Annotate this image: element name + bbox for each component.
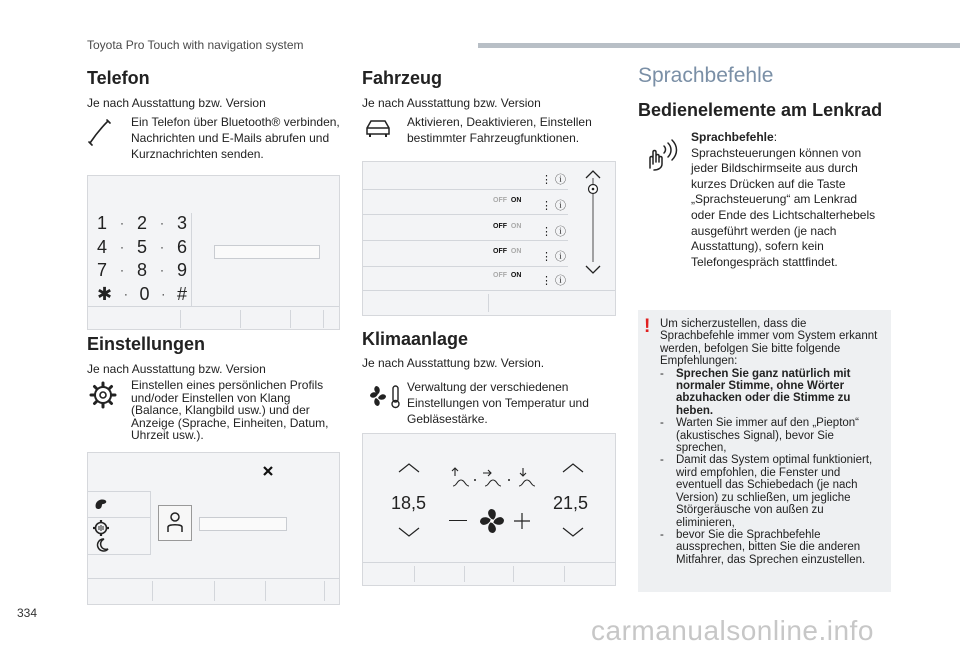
scrollbar[interactable] — [583, 164, 603, 279]
klimaanlage-desc-line: Gebläsestärke. — [407, 412, 488, 426]
telefon-subtitle: Je nach Ausstattung bzw. Version — [87, 96, 266, 110]
temp-left-down-icon[interactable] — [397, 526, 421, 538]
telefon-number-field[interactable] — [214, 245, 320, 259]
sound-settings-icon[interactable] — [92, 519, 110, 537]
key-1: 1 — [97, 213, 108, 233]
key-separator: · — [120, 263, 124, 277]
sprachbefehle-desc-line: kurzes Drücken auf die Taste — [691, 176, 846, 191]
toggle-switch[interactable] — [493, 197, 521, 204]
key-separator: · — [161, 286, 166, 301]
key-5: 5 — [136, 236, 147, 257]
sprachbefehle-desc-line: Ausstattung), sofern kein — [691, 239, 824, 254]
close-icon[interactable] — [262, 465, 274, 477]
telefon-desc-line: Ein Telefon über Bluetooth® verbinden, — [131, 115, 340, 129]
fan-minus-icon[interactable] — [449, 520, 467, 521]
key-7: 7 — [97, 260, 108, 280]
toggle-on-label: ON — [510, 248, 522, 255]
sprachbefehle-desc-line: jeder Bildschirmseite aus durch — [691, 161, 858, 176]
klimaanlage-title: Klimaanlage — [362, 329, 469, 349]
toggle-on-label: ON — [510, 272, 522, 279]
warning-list-item: - Sprechen Sie ganz natürlich mit normaler Stimme, ohne Wörter abzuhacken oder die Stimme zu heben. — [660, 367, 851, 417]
telefon-description — [131, 114, 340, 162]
warning-text — [660, 318, 888, 566]
temp-left-value: 18,5 — [391, 493, 427, 513]
sprachbefehle-desc-line: Telefongespräch stattfindet. — [691, 254, 838, 269]
key-2: 2 — [136, 213, 147, 233]
sprachbefehle-desc-line: ausgeführt werden (je nach — [691, 223, 837, 238]
header-bar — [478, 43, 960, 48]
sprachbefehle-desc-line: Sprachsteuerungen können von — [691, 145, 862, 160]
info-icon[interactable]: ⋮ ⓘ — [541, 226, 567, 238]
info-icon[interactable]: ⋮ ⓘ — [541, 251, 567, 263]
key-separator: · — [159, 263, 164, 277]
page-number: 334 — [17, 606, 38, 620]
einstellungen-desc-line: Einstellen eines persönlichen Profils — [131, 378, 324, 392]
key-separator: · — [159, 239, 164, 254]
warning-intro-line: Sprachbefehle immer vom System erkannt — [660, 330, 878, 343]
warning-box — [638, 310, 891, 592]
gear-icon — [89, 381, 117, 409]
telefon-desc-line: Nachrichten und E-Mails abrufen und — [131, 131, 330, 145]
key-9: 9 — [176, 260, 187, 280]
toggle-on-label: ON — [510, 223, 522, 230]
toggle-off-label: OFF — [493, 223, 507, 230]
telefon-title: Telefon — [87, 68, 150, 88]
einstellungen-subtitle: Je nach Ausstattung bzw. Version — [87, 362, 266, 376]
key-separator: · — [159, 216, 164, 230]
toggle-switch[interactable] — [493, 272, 521, 279]
sprachbefehle-label: Sprachbefehle — [691, 130, 774, 144]
phone-icon — [86, 117, 114, 147]
einstellungen-title: Einstellungen — [87, 334, 206, 354]
einstellungen-desc-line: und/oder Einstellen von Klang — [131, 390, 291, 405]
toggle-switch[interactable] — [493, 248, 521, 255]
temp-right-value: 21,5 — [553, 493, 589, 513]
lenkrad-section-title: Bedienelemente am Lenkrad — [638, 100, 883, 120]
key-6: 6 — [176, 236, 187, 257]
moon-icon[interactable] — [94, 537, 110, 553]
klimaanlage-desc-line: Verwaltung der verschiedenen — [407, 380, 569, 394]
keypad[interactable] — [97, 212, 187, 306]
key-star: ✱ — [97, 283, 113, 304]
sprachbefehle-title: Sprachbefehle — [638, 64, 774, 87]
klimaanlage-desc-line: Einstellungen von Temperatur und — [407, 396, 589, 410]
profile-name-field[interactable] — [199, 517, 287, 531]
fahrzeug-desc-line: Aktivieren, Deaktivieren, Einstellen — [407, 115, 592, 129]
info-icon[interactable]: ⋮ ⓘ — [541, 174, 567, 186]
warning-icon: ! — [644, 316, 651, 337]
toggle-on-label: ON — [510, 197, 522, 204]
einstellungen-desc-line: (Balance, Klangbild usw.) und der — [131, 403, 310, 417]
key-3: 3 — [176, 213, 187, 233]
toggle-off-label: OFF — [493, 272, 507, 279]
person-icon — [159, 506, 191, 540]
fahrzeug-subtitle: Je nach Ausstattung bzw. Version — [362, 96, 541, 110]
key-separator: · — [123, 286, 128, 301]
einstellungen-description — [131, 379, 328, 442]
toggle-off-label: OFF — [493, 197, 507, 204]
warning-list-item: - bevor Sie die Sprachbefehle aussprechen, bitten Sie die anderen Mitfahrer, das Sprechen einzustellen. — [660, 528, 866, 566]
fahrzeug-description — [407, 114, 592, 146]
warning-list-item: - Damit das System optimal funktioniert, wird empfohlen, die Fenster und eventuell das Schiebedach (je nach Version) zu schließen, um jegliche Störgeräusche von außen zu eliminieren, — [660, 454, 873, 529]
palette-icon[interactable] — [93, 496, 109, 512]
running-header: Toyota Pro Touch with navigation system — [87, 38, 304, 52]
car-icon — [364, 116, 392, 138]
info-icon[interactable]: ⋮ ⓘ — [541, 275, 567, 287]
voice-command-icon — [642, 138, 680, 172]
key-separator: · — [120, 239, 124, 254]
einstellungen-desc-line: Uhrzeit usw.). — [131, 428, 204, 442]
warning-intro-line: Empfehlungen: — [660, 355, 738, 368]
warning-intro-line: werden, befolgen Sie bitte folgende — [660, 342, 841, 355]
key-hash: # — [176, 283, 187, 304]
telefon-desc-line: Kurznachrichten senden. — [131, 147, 264, 161]
air-distribution-icons[interactable] — [449, 464, 543, 492]
fahrzeug-screen — [362, 161, 616, 316]
temp-right-up-icon[interactable] — [561, 462, 585, 474]
klimaanlage-description — [407, 379, 589, 427]
einstellungen-desc-line: Anzeige (Sprache, Einheiten, Datum, — [131, 415, 329, 430]
klimaanlage-subtitle: Je nach Ausstattung bzw. Version. — [362, 356, 545, 370]
warning-list-item: - Warten Sie immer auf den „Piepton“ (akustisches Signal), bevor Sie sprechen, — [660, 417, 860, 455]
key-8: 8 — [136, 260, 147, 280]
klimaanlage-screen — [362, 433, 616, 586]
watermark: carmanualsonline.info — [591, 615, 874, 646]
key-0: 0 — [139, 283, 150, 304]
fahrzeug-title: Fahrzeug — [362, 68, 443, 88]
fan-icon — [477, 506, 507, 536]
fan-thermometer-icon — [366, 382, 406, 410]
profile-button[interactable] — [158, 505, 192, 541]
sprachbefehle-desc-line: oder Ende des Lichtschalterhebels — [691, 207, 876, 222]
temp-left-up-icon[interactable] — [397, 462, 421, 474]
fan-plus-icon[interactable] — [513, 512, 531, 530]
temp-right-down-icon[interactable] — [561, 526, 585, 538]
sprachbefehle-description: Sprachbefehle: Sprachsteuerungen können von jeder Bildschirmseite aus durch kurzes Drücken auf die Taste „Sprachsteuerung“ am Lenkrad oder Ende des Lichtschalterhebels ausgeführt werden (je nach Ausstattung), sofern kein Telefongespräch stattfindet. — [691, 130, 876, 269]
sprachbefehle-desc-line: „Sprachsteuerung“ am Lenkrad — [691, 192, 858, 207]
toggle-off-label: OFF — [493, 248, 507, 255]
warning-intro-line: Um sicherzustellen, dass die — [660, 318, 807, 330]
einstellungen-screen — [87, 452, 340, 605]
info-icon[interactable]: ⋮ ⓘ — [541, 200, 567, 212]
key-separator: · — [120, 216, 124, 230]
key-4: 4 — [97, 236, 108, 257]
toggle-switch[interactable] — [493, 223, 521, 230]
fahrzeug-desc-line: bestimmter Fahrzeugfunktionen. — [407, 131, 580, 145]
